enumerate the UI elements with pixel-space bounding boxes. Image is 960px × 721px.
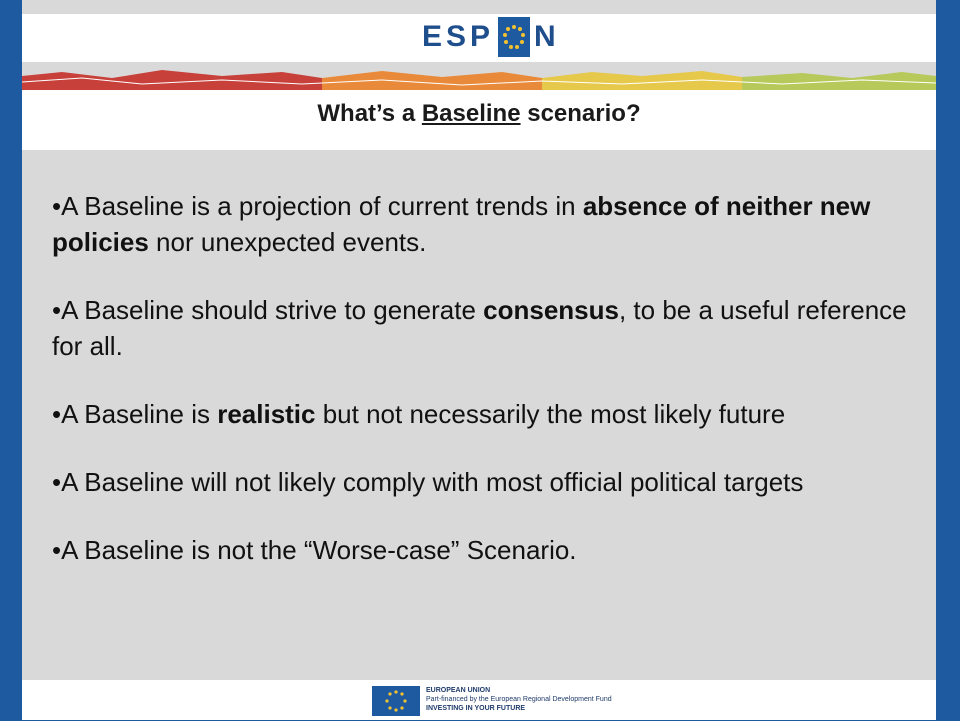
title-prefix: What’s a [317, 100, 422, 127]
espon-logo [422, 14, 560, 60]
slide [22, 0, 936, 720]
bullet-bold: consensus [483, 295, 619, 325]
slide-title [22, 100, 936, 128]
bullet-item [52, 188, 932, 260]
bullet-text: but not necessarily the most likely future [315, 399, 786, 429]
bullet-item [52, 532, 932, 568]
bullet-list [52, 188, 932, 600]
map-strip-decoration [22, 68, 936, 90]
bullet-text: •A Baseline will not likely comply with most official political targets [52, 467, 804, 497]
title-suffix: scenario? [520, 100, 641, 127]
eu-line-1: EUROPEAN UNION [426, 687, 491, 694]
eu-line-3: INVESTING IN YOUR FUTURE [426, 705, 526, 712]
bullet-text: •A Baseline is not the “Worse-case” Scenario. [52, 535, 577, 565]
left-blue-border [0, 0, 22, 720]
bullet-bold: absence of neither new policies [52, 191, 871, 257]
eu-line-2: Part-financed by the European Regional Development Fund [426, 696, 612, 703]
bullet-text: •A Baseline is [52, 399, 218, 429]
bullet-item [52, 464, 932, 500]
right-blue-border [936, 0, 960, 720]
logo-text-left: ESP [422, 20, 495, 53]
eu-funding-text [426, 686, 612, 713]
eu-stars-icon [498, 17, 530, 57]
bullet-text: , to be a useful reference for all. [52, 295, 907, 361]
bullet-item [52, 396, 932, 432]
bullet-text: •A Baseline should strive to generate [52, 295, 484, 325]
bullet-text: •A Baseline is a projection of current trends in [52, 191, 583, 221]
bullet-text: nor unexpected events. [148, 227, 427, 257]
title-underlined: Baseline [421, 100, 521, 127]
bullet-item [52, 292, 932, 364]
eu-flag-icon [372, 686, 420, 716]
logo-text-right: N [534, 20, 560, 53]
bullet-bold: realistic [217, 399, 316, 429]
